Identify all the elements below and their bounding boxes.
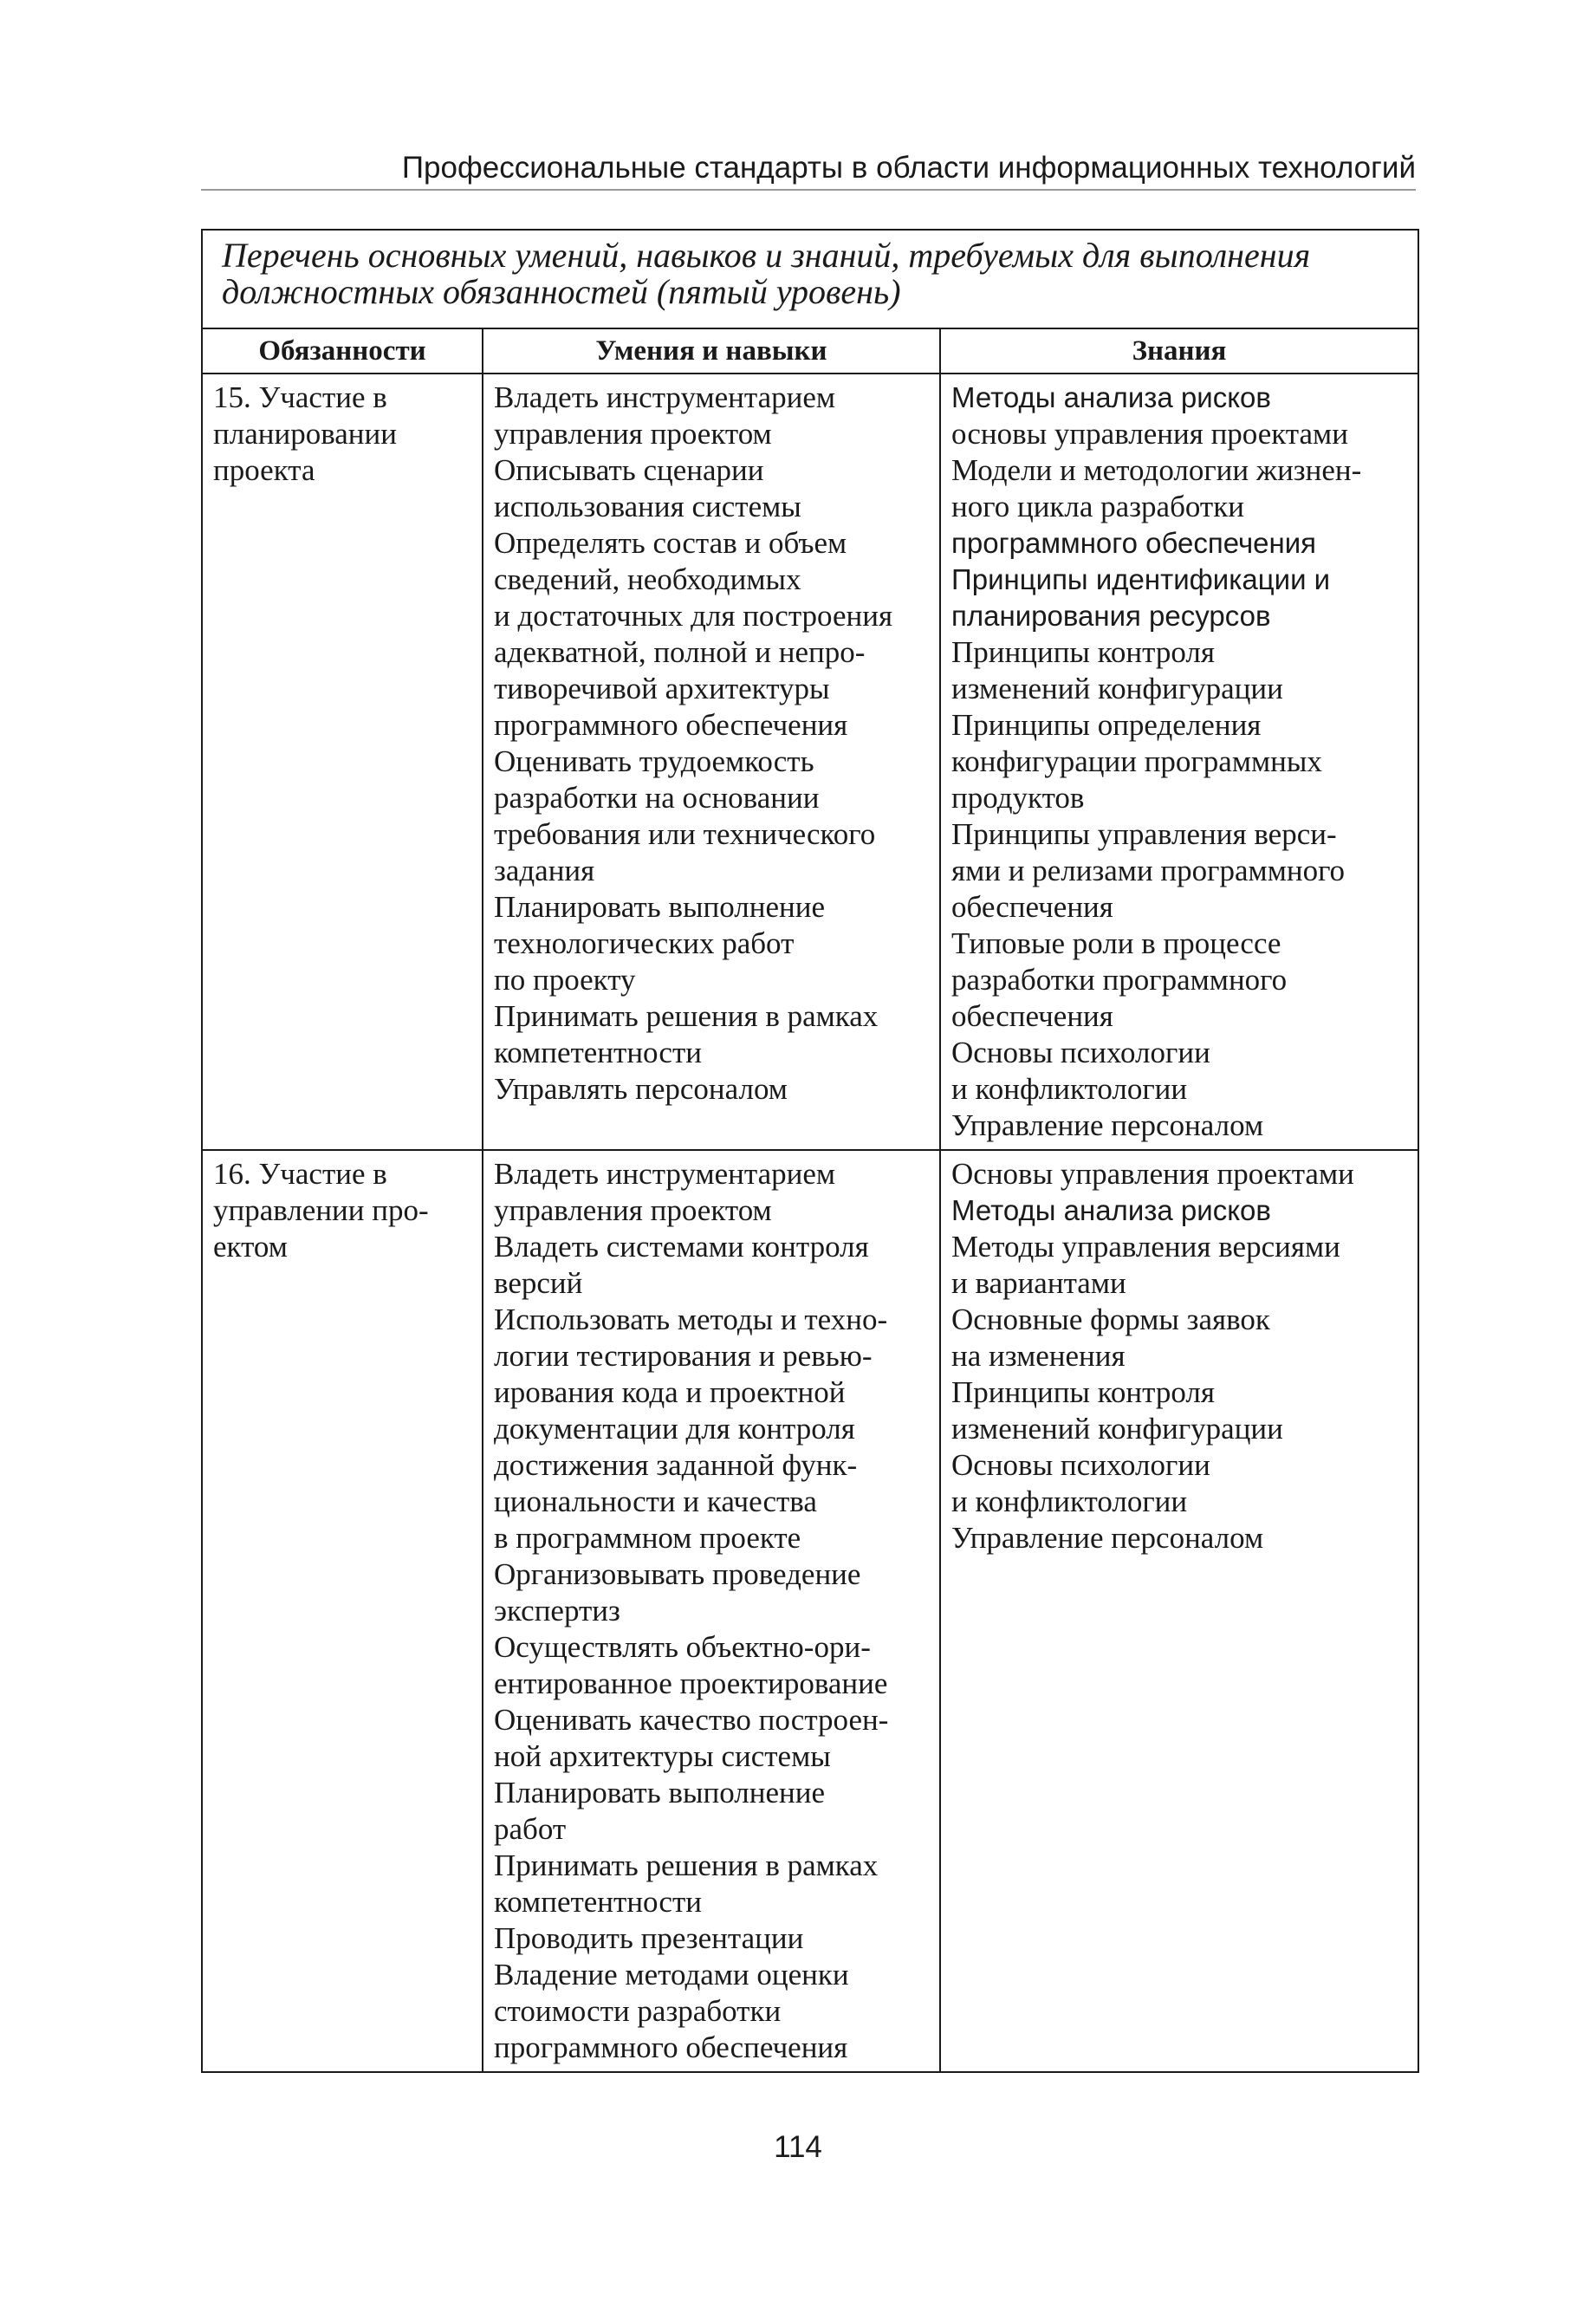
cell-line: Осуществлять объектно-ори- — [494, 1630, 871, 1664]
cell-line: Принципы управления верси- — [951, 817, 1337, 851]
cell-line: ектом — [213, 1230, 288, 1264]
cell-line: Основы управления проектами — [951, 1157, 1354, 1191]
skills-cell — [483, 374, 940, 1150]
cell-line: технологических работ — [494, 926, 795, 960]
cell-line: Владение методами оценки — [494, 1958, 849, 1991]
cell-line: Методы управления версиями — [951, 1230, 1340, 1264]
cell-line: Владеть инструментарием — [494, 1157, 836, 1191]
cell-line: на изменения — [951, 1339, 1126, 1373]
header-knowledge: Знания — [940, 328, 1418, 374]
duty-cell — [202, 1150, 483, 2072]
table-header-row — [202, 328, 1418, 374]
cell-line: Планировать выполнение — [494, 890, 825, 924]
cell-line: ирования кода и проектной — [494, 1375, 846, 1409]
cell-line: обеспечения — [951, 890, 1113, 924]
cell-line: Принципы определения — [951, 708, 1262, 742]
skills-cell — [483, 1150, 940, 2072]
cell-line: и конфликтологии — [951, 1485, 1188, 1518]
cell-line: Управление персоналом — [951, 1108, 1264, 1142]
cell-line: конфигурации программных — [951, 744, 1322, 778]
table-caption-row — [202, 230, 1418, 328]
duty-cell — [202, 374, 483, 1150]
table-row — [202, 374, 1418, 1150]
cell-line: ентированное проектирование — [494, 1667, 888, 1700]
knowledge-cell — [940, 374, 1418, 1150]
cell-line: управлении про- — [213, 1193, 429, 1227]
cell-line: Типовые роли в процессе — [951, 926, 1281, 960]
cell-line: тиворечивой архитектуры — [494, 672, 830, 705]
cell-line: планировании — [213, 417, 397, 451]
cell-line: Проводить презентации — [494, 1921, 804, 1955]
cell-line: изменений конфигурации — [951, 672, 1283, 705]
cell-line: Принимать решения в рамках — [494, 1848, 879, 1882]
cell-line: сведений, необходимых — [494, 562, 801, 596]
cell-line: по проекту — [494, 963, 636, 997]
cell-line: стоимости разработки — [494, 1994, 782, 2028]
cell-line: адекватной, полной и непро- — [494, 635, 866, 669]
cell-line: Принципы идентификации и — [951, 563, 1331, 595]
cell-line: программного обеспечения — [494, 2030, 848, 2064]
cell-line: документации для контроля — [494, 1412, 855, 1446]
header-duties: Обязанности — [202, 328, 483, 374]
cell-line: 16. Участие в — [213, 1157, 387, 1191]
cell-line: программного обеспечения — [951, 527, 1317, 559]
cell-line: работ — [494, 1812, 567, 1846]
cell-line: достижения заданной функ- — [494, 1448, 858, 1482]
cell-line: версий — [494, 1266, 583, 1300]
cell-line: Принципы контроля — [951, 1375, 1215, 1409]
cell-line: Основы психологии — [951, 1448, 1210, 1482]
cell-line: основы управления проектами — [951, 417, 1348, 451]
running-head: Профессиональные стандарты в области информационных технологий — [401, 151, 1416, 185]
cell-line: продуктов — [951, 781, 1085, 815]
cell-line: Оценивать трудоемкость — [494, 744, 814, 778]
cell-line: Методы анализа рисков — [951, 1194, 1271, 1226]
cell-line: управления проектом — [494, 417, 772, 451]
competency-table — [201, 229, 1419, 2073]
cell-line: Основные формы заявок — [951, 1303, 1270, 1336]
cell-line: требования или технического — [494, 817, 876, 851]
cell-line: компетентности — [494, 1885, 702, 1919]
cell-line: Модели и методологии жизнен- — [951, 453, 1362, 487]
cell-line: проекта — [213, 453, 315, 487]
header-skills: Умения и навыки — [483, 328, 940, 374]
cell-line: Владеть системами контроля — [494, 1230, 869, 1264]
cell-line: Принимать решения в рамках — [494, 999, 879, 1033]
cell-line: Основы психологии — [951, 1036, 1210, 1069]
table-row — [202, 1150, 1418, 2072]
cell-line: планирования ресурсов — [951, 600, 1271, 632]
header-rule — [201, 189, 1416, 191]
cell-line: разработки на основании — [494, 781, 820, 815]
cell-line: обеспечения — [951, 999, 1113, 1033]
cell-line: Управление персоналом — [951, 1521, 1264, 1555]
knowledge-cell — [940, 1150, 1418, 2072]
cell-line: Принципы контроля — [951, 635, 1215, 669]
cell-line: Оценивать качество построен- — [494, 1703, 889, 1737]
cell-line: использования системы — [494, 490, 801, 523]
cell-line: Методы анализа рисков — [951, 381, 1271, 413]
cell-line: циональности и качества — [494, 1485, 817, 1518]
page-number: 114 — [774, 2130, 822, 2164]
cell-line: задания — [494, 854, 595, 887]
cell-line: компетентности — [494, 1036, 702, 1069]
cell-line: изменений конфигурации — [951, 1412, 1283, 1446]
cell-line: 15. Участие в — [213, 380, 387, 414]
cell-line: разработки программного — [951, 963, 1288, 997]
caption-line: Перечень основных умений, навыков и знаний, требуемых для выполнения — [222, 236, 1311, 275]
table-caption — [202, 230, 1418, 328]
caption-line: должностных обязанностей (пятый уровень) — [222, 272, 901, 311]
cell-line: Использовать методы и техно- — [494, 1303, 888, 1336]
cell-line: управления проектом — [494, 1193, 772, 1227]
cell-line: программного обеспечения — [494, 708, 848, 742]
cell-line: Планировать выполнение — [494, 1776, 825, 1809]
cell-line: ями и релизами программного — [951, 854, 1346, 887]
cell-line: и конфликтологии — [951, 1072, 1188, 1106]
cell-line: логии тестирования и ревью- — [494, 1339, 873, 1373]
cell-line: в программном проекте — [494, 1521, 801, 1555]
cell-line: ной архитектуры системы — [494, 1739, 831, 1773]
cell-line: Владеть инструментарием — [494, 380, 836, 414]
cell-line: Организовывать проведение — [494, 1557, 861, 1591]
cell-line: и достаточных для построения — [494, 599, 893, 633]
cell-line: Определять состав и объем — [494, 526, 847, 560]
cell-line: Управлять персоналом — [494, 1072, 788, 1106]
cell-line: Описывать сценарии — [494, 453, 764, 487]
cell-line: и вариантами — [951, 1266, 1126, 1300]
cell-line: экспертиз — [494, 1594, 620, 1628]
cell-line: ного цикла разработки — [951, 490, 1244, 523]
